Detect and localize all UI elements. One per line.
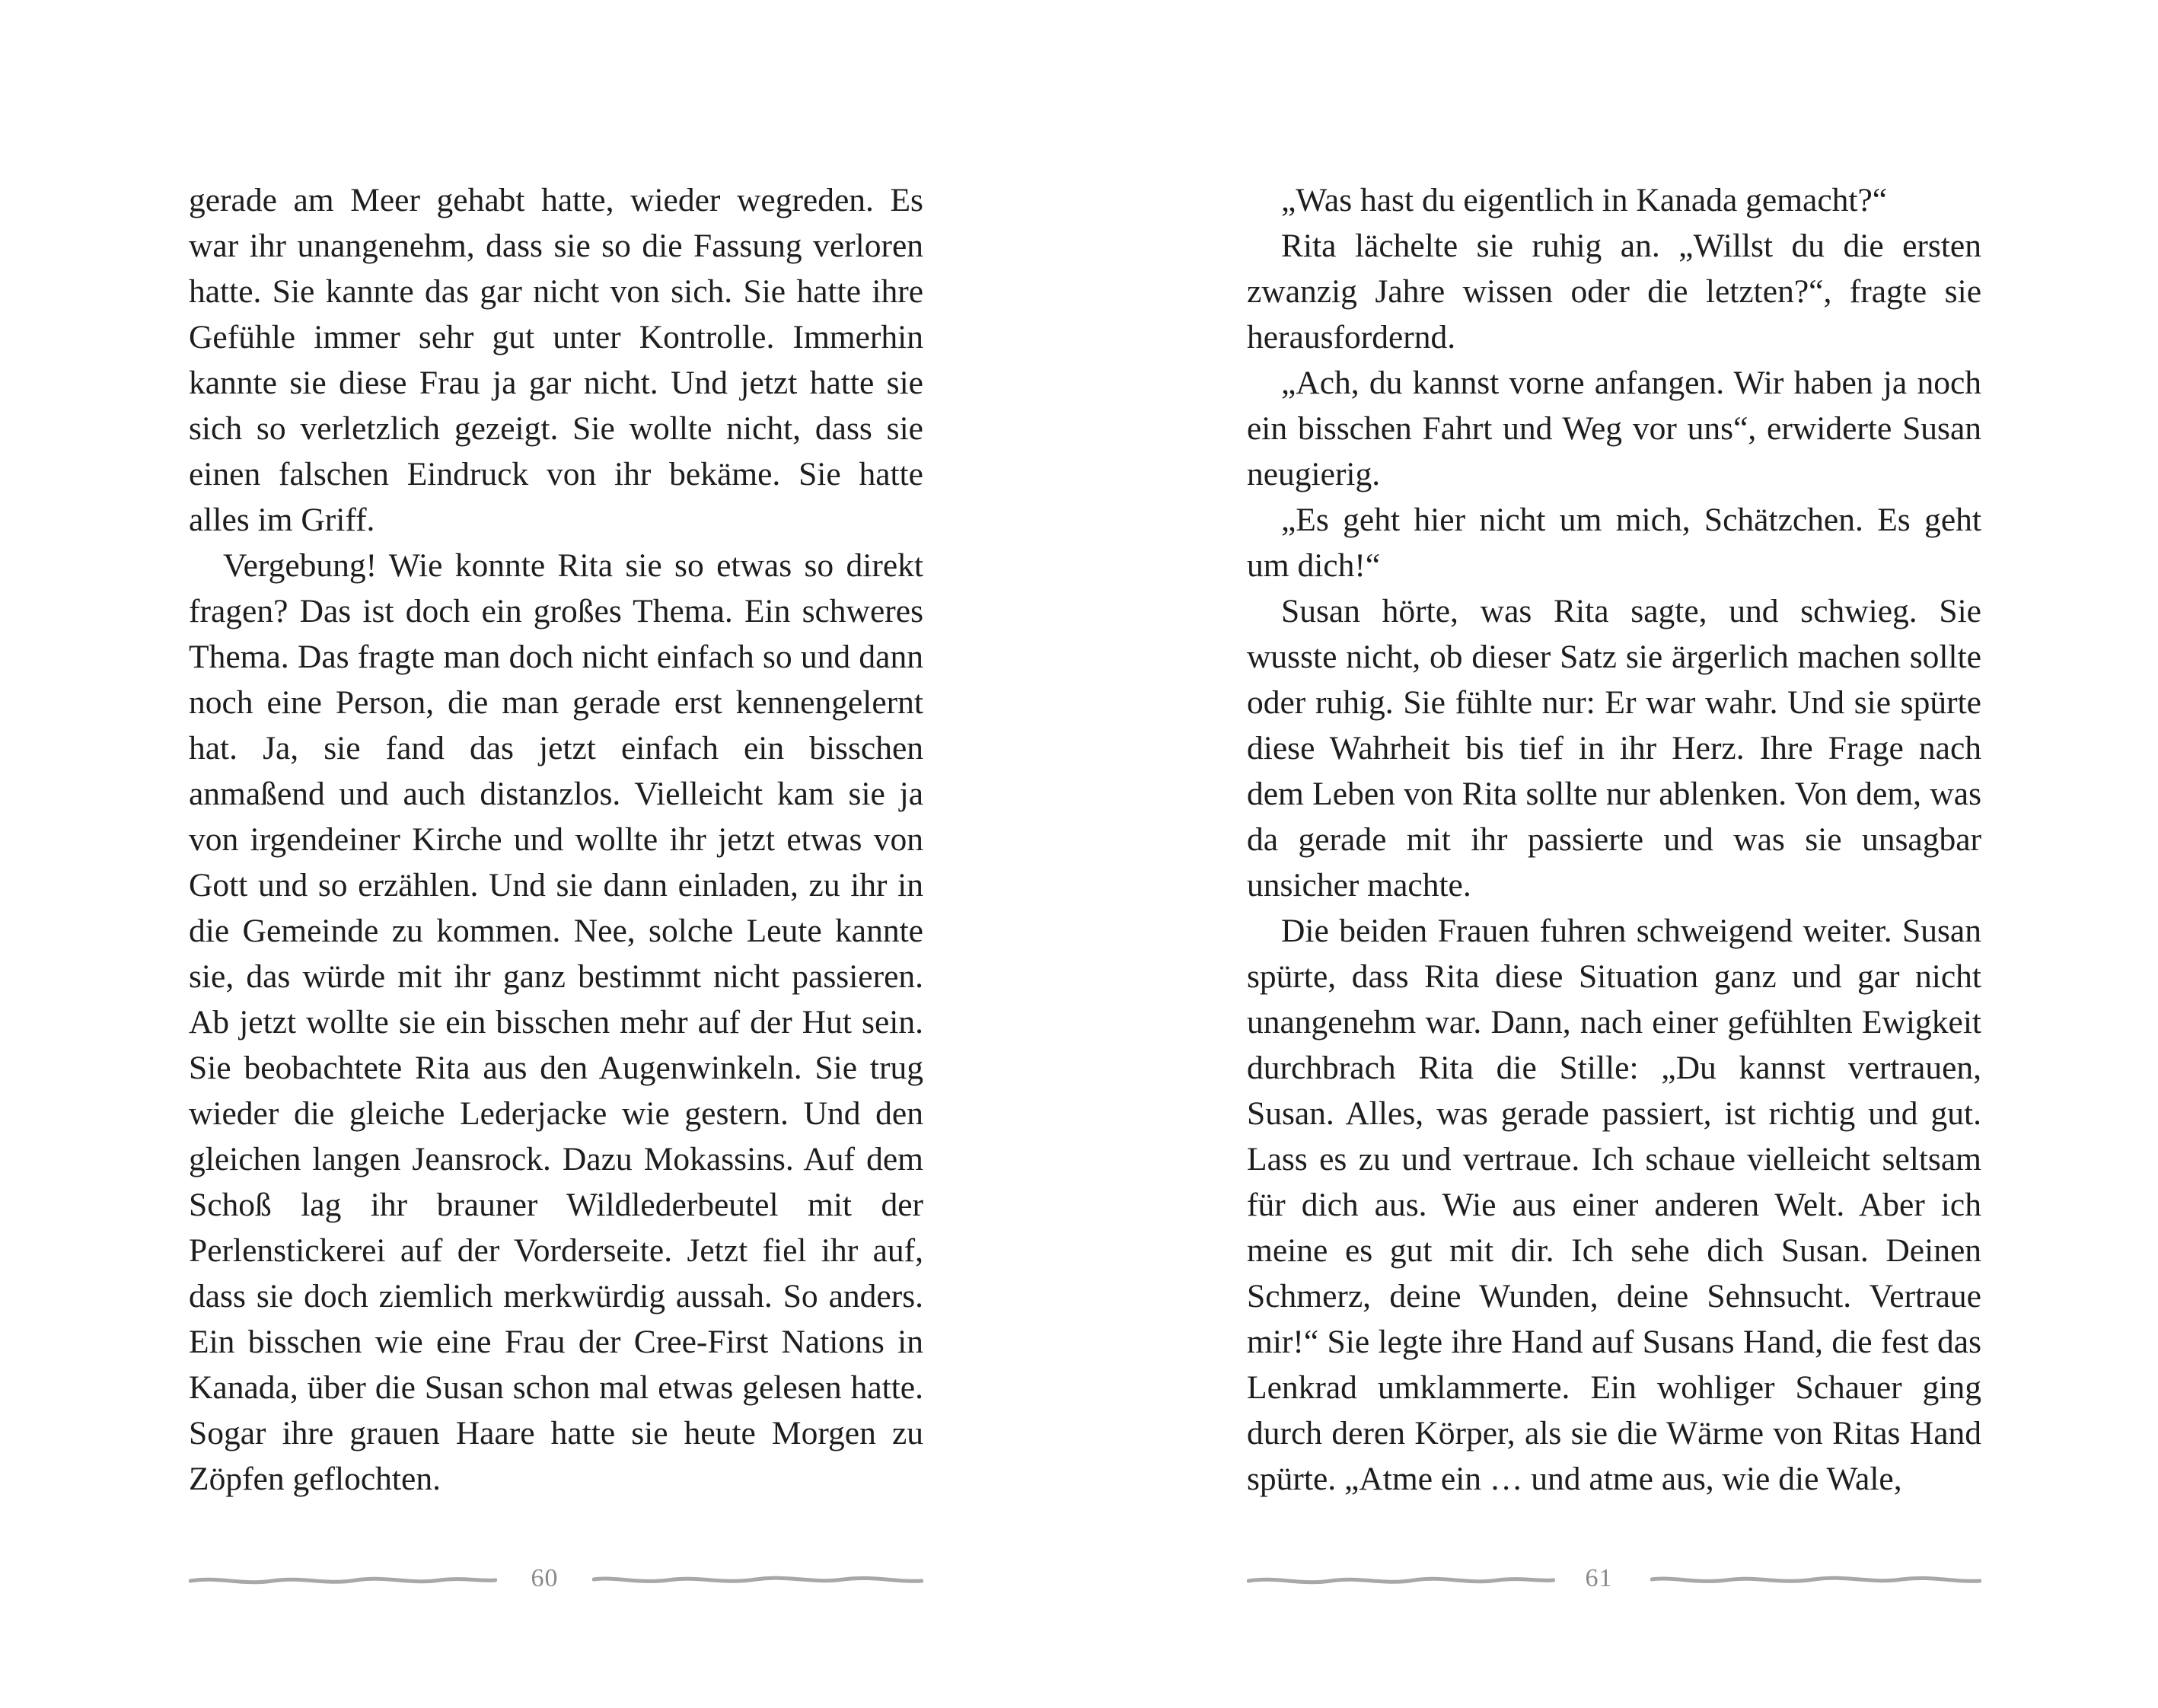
right-paragraph-2: Rita lächelte sie ruhig an. „Willst du die ersten zwanzig Jahre wissen oder die letzten?“, fragte sie herausfordernd. (1247, 228, 1981, 355)
left-paragraph-1: gerade am Meer gehabt hatte, wieder wegreden. Es war ihr unangenehm, dass sie so die Fassung verloren hatte. Sie kannte das gar nicht von sich. Sie hatte ihre Gefühle immer sehr gut unter Kontrolle. Immerhin kannte sie diese Frau ja gar nicht. Und jetzt hatte sie sich so verletzlich gezeigt. Sie wollte nicht, dass sie einen falschen Eindruck von ihr bekäme. Sie hatte alles im Griff. (189, 182, 923, 538)
left-page-body (189, 177, 923, 1502)
left-paragraph-2: Vergebung! Wie konnte Rita sie so etwas so direkt fragen? Das ist doch ein großes Thema. Ein schweres Thema. Das fragte man doch nicht einfach so und dann noch eine Person, die man gerade erst kennengelernt hat. Ja, sie fand das jetzt einfach ein bisschen anmaßend und auch distanzlos. Vielleicht kam sie ja von irgendeiner Kirche und wollte ihr jetzt etwas von Gott und so erzählen. Und sie dann einladen, zu ihr in die Gemeinde zu kommen. Nee, solche Leute kannte sie, das würde mit ihr ganz bestimmt nicht passieren. Ab jetzt wollte sie ein bisschen mehr auf der Hut sein. Sie beobachtete Rita aus den Augenwinkeln. Sie trug wieder die gleiche Lederjacke wie gestern. Und den gleichen langen Jeansrock. Dazu Mokassins. Auf dem Schoß lag ihr brauner Wildlederbeutel mit der Perlenstickerei auf der Vorderseite. Jetzt fiel ihr auf, dass sie doch ziemlich merkwürdig aussah. So anders. Ein bisschen wie eine Frau der Cree-First Nations in Kanada, über die Susan schon mal etwas gelesen hatte. Sogar ihre grauen Haare hatte sie heute Morgen zu Zöpfen geflochten. (189, 547, 923, 1497)
right-paragraph-1: „Was hast du eigentlich in Kanada gemacht?“ (1281, 182, 1888, 218)
wave-ornament-left (189, 1569, 497, 1589)
wave-ornament-right (1650, 1569, 1981, 1589)
left-page-footer (189, 1562, 923, 1600)
right-paragraph-5: Susan hörte, was Rita sagte, und schwieg. Sie wusste nicht, ob dieser Satz sie ärgerlich machen sollte oder ruhig. Sie fühlte nur: Er war wahr. Und sie spürte diese Wahrheit bis tief in ihr Herz. Ihre Frage nach dem Leben von Rita sollte nur ablenken. Von dem, was da gerade mit ihr passierte und was sie unsagbar unsicher machte. (1247, 593, 1981, 903)
page-number-left: 60 (531, 1564, 559, 1592)
right-paragraph-3: „Ach, du kannst vorne anfangen. Wir haben ja noch ein bisschen Fahrt und Weg vor uns“, erwiderte Susan neugierig. (1247, 365, 1981, 492)
right-page (1079, 0, 2158, 1708)
right-page-footer (1247, 1562, 1981, 1600)
right-page-body (1247, 177, 1981, 1502)
right-paragraph-4: „Es geht hier nicht um mich, Schätzchen. Es geht um dich!“ (1247, 502, 1981, 584)
wave-ornament-right (592, 1569, 923, 1589)
right-paragraph-6: Die beiden Frauen fuhren schweigend weiter. Susan spürte, dass Rita diese Situation ganz und gar nicht unangenehm war. Dann, nach einer gefühlten Ewigkeit durchbrach Rita die Stille: „Du kannst vertrauen, Susan. Alles, was gerade passiert, ist richtig und gut. Lass es zu und vertraue. Ich schaue vielleicht seltsam für dich aus. Wie aus einer anderen Welt. Aber ich meine es gut mit dir. Ich sehe dich Susan. Deinen Schmerz, deine Wunden, deine Sehnsucht. Vertraue mir!“ Sie legte ihre Hand auf Susans Hand, die fest das Lenkrad umklammerte. Ein wohliger Schauer ging durch deren Körper, als sie die Wärme von Ritas Hand spürte. „Atme ein … und atme aus, wie die Wale, (1247, 913, 1981, 1497)
wave-ornament-left (1247, 1569, 1555, 1589)
page-number-right: 61 (1585, 1564, 1613, 1592)
